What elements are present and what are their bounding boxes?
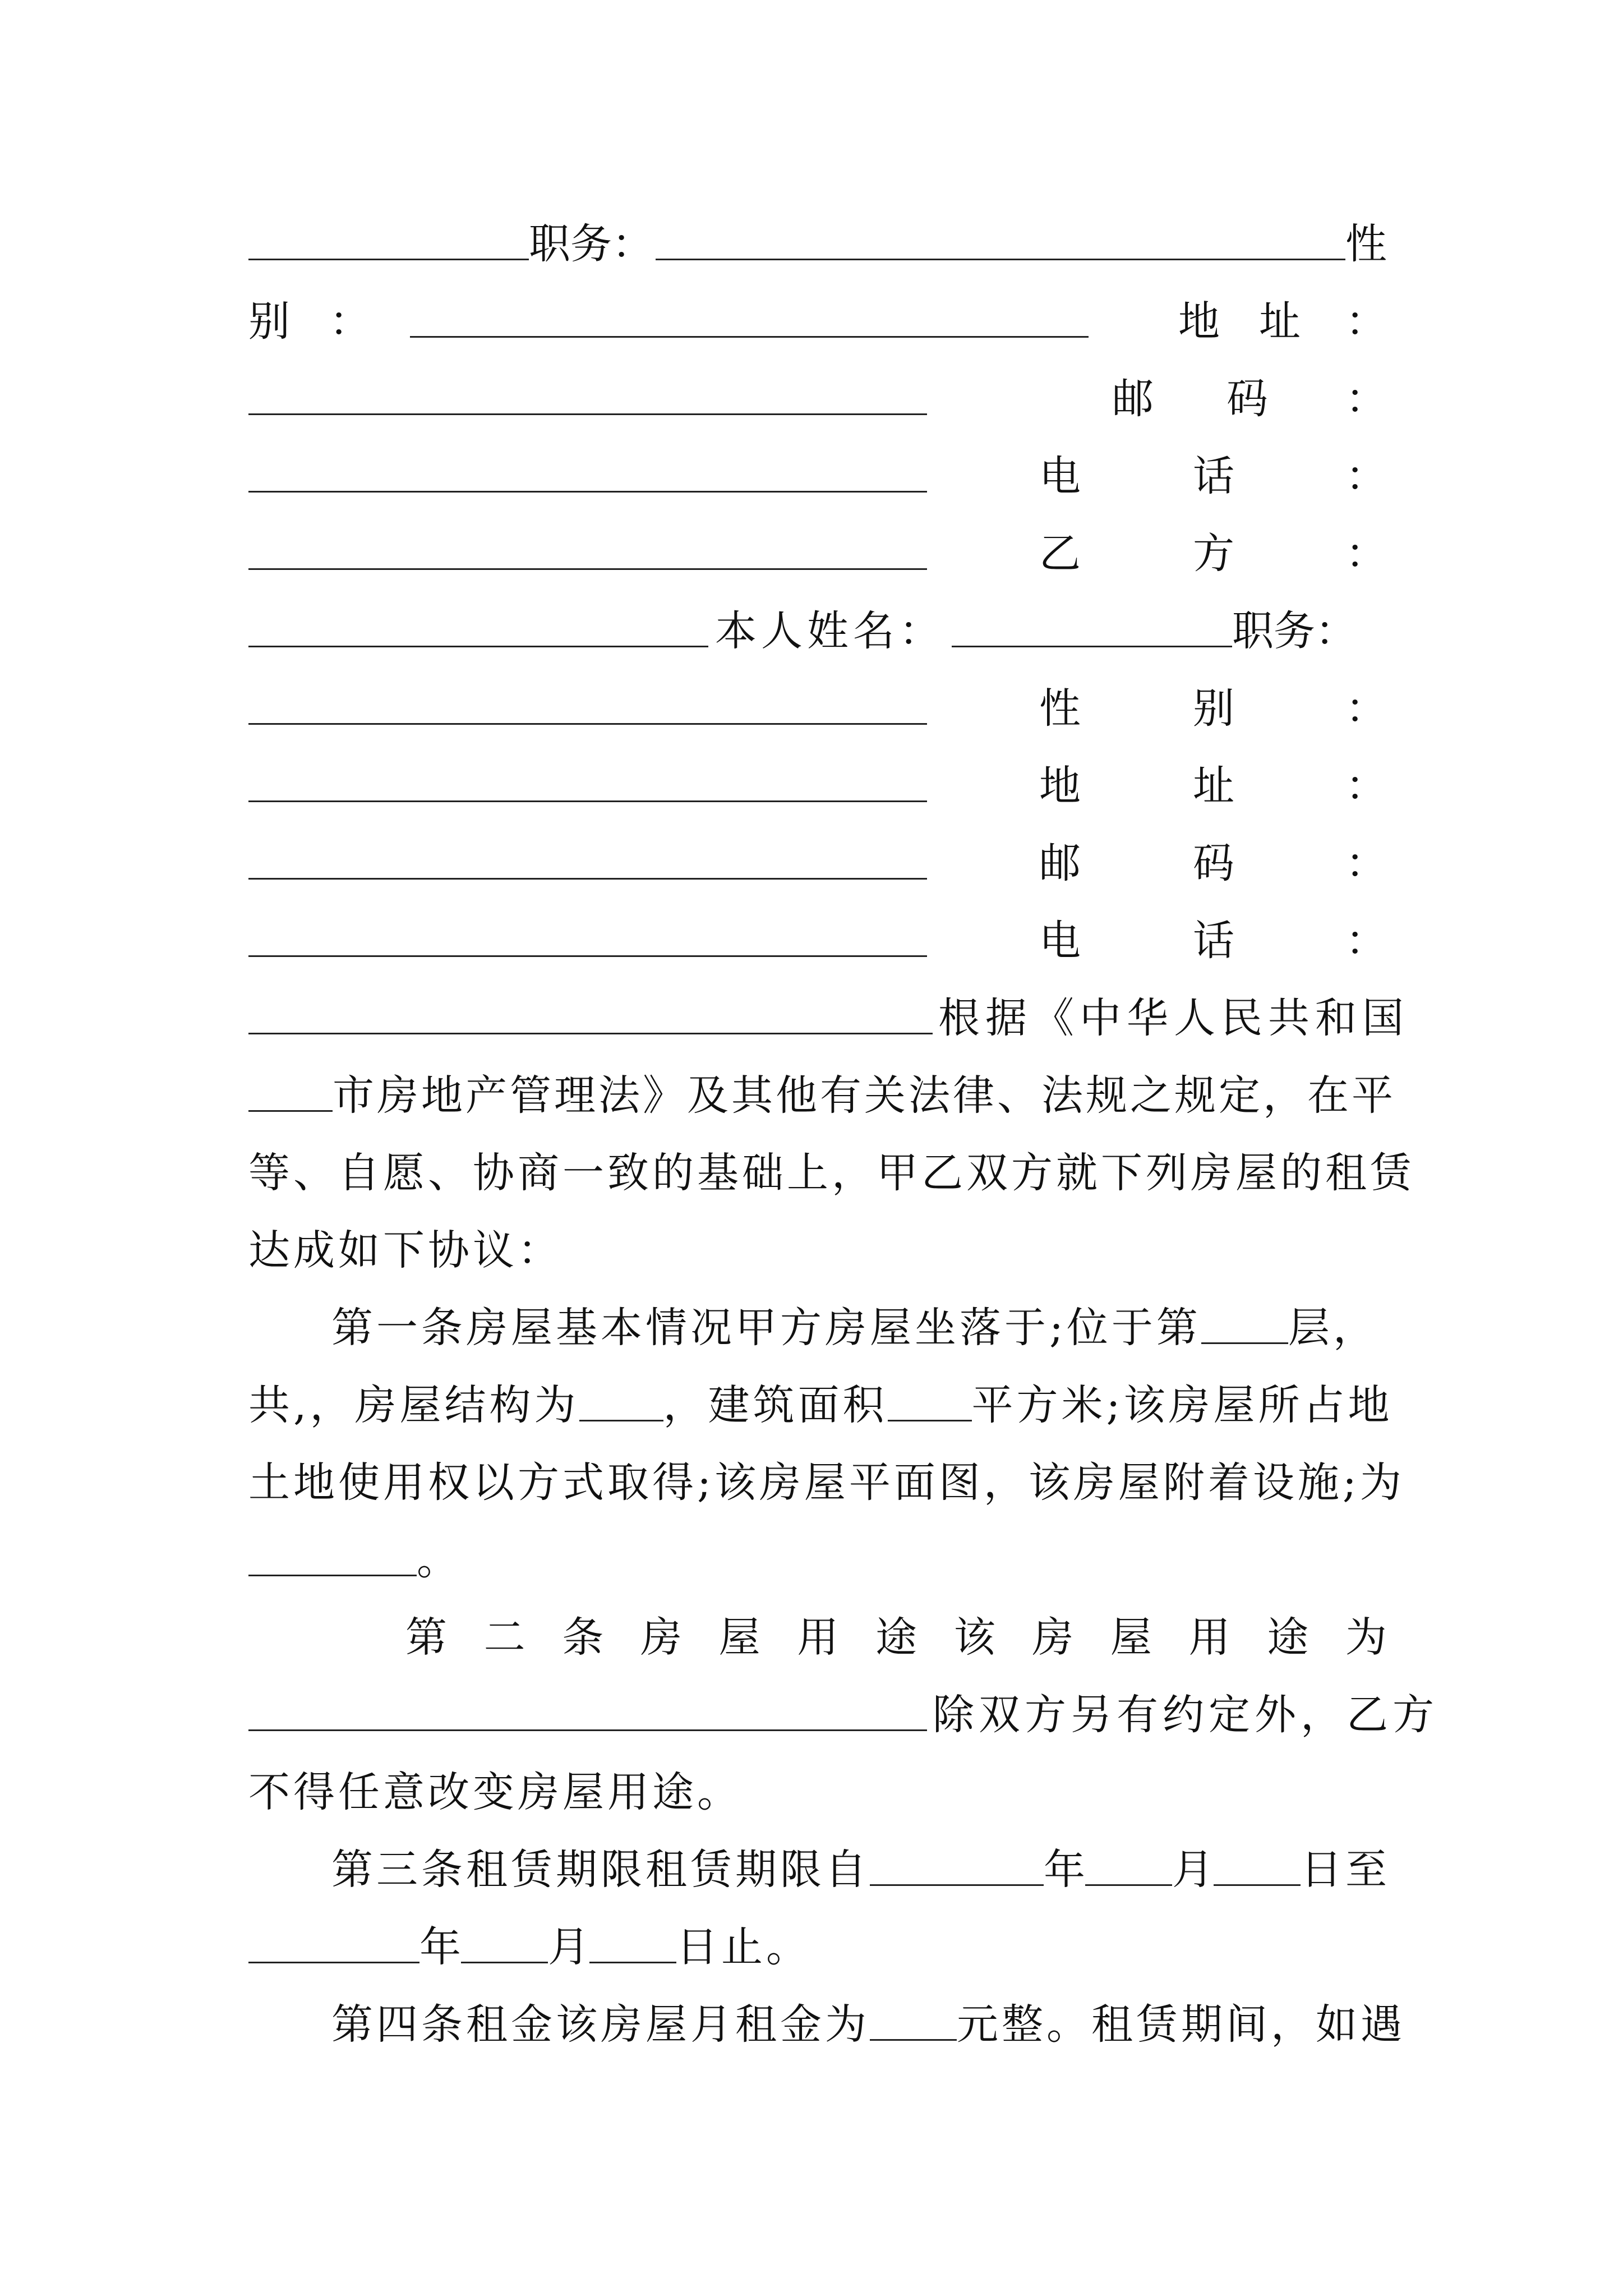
blank-field — [248, 1080, 333, 1112]
label-postcode-2: 码 — [1227, 375, 1268, 423]
blank-field — [248, 461, 927, 493]
label-own-name: 本人姓名： — [715, 607, 945, 655]
line-10 — [248, 902, 1387, 979]
blank-field — [248, 1544, 417, 1576]
label-address-2: 址 — [1259, 297, 1301, 346]
paragraph-text: 市房地产管理法》及其他有关法律、法规之规定，在平 — [333, 1071, 1396, 1120]
line-5 — [248, 515, 1387, 592]
article-1-text: 层， — [1288, 1304, 1378, 1352]
label-position: 职务： — [1232, 607, 1357, 655]
label-gender-end: 别 — [248, 297, 290, 346]
blank-field — [248, 848, 927, 880]
label-address-2: 址 — [1193, 762, 1234, 810]
label-postcode-1: 邮 — [1112, 375, 1154, 423]
article-1-text: 共,，房屋结构为 — [248, 1381, 579, 1429]
heading-char: 房 — [1032, 1613, 1074, 1662]
line-6 — [248, 592, 1387, 670]
line-2 — [248, 283, 1387, 360]
blank-field — [248, 228, 529, 260]
heading-char: 用 — [797, 1613, 839, 1662]
blank-field — [248, 383, 927, 415]
article-3-text: 月 — [548, 1923, 589, 1971]
blank-field — [248, 1699, 927, 1731]
heading-char: 途 — [1267, 1613, 1309, 1662]
line-16 — [248, 1366, 1393, 1444]
label-gender-1: 性 — [1039, 684, 1081, 733]
heading-char: 屋 — [718, 1613, 760, 1662]
document-body — [248, 205, 1438, 2063]
line-15 — [248, 1289, 1387, 1366]
line-9 — [248, 825, 1387, 902]
line-13 — [248, 1134, 1415, 1212]
label-position: 职务： — [529, 220, 653, 268]
blank-field — [589, 1931, 676, 1963]
label-gender-2: 别 — [1193, 684, 1234, 733]
label-colon: ： — [1345, 375, 1387, 423]
article-1-text: 土地使用权以方式取得;该房屋平面图，该房屋附着设施;为 — [248, 1458, 1405, 1507]
label-colon: ： — [1345, 762, 1387, 810]
line-3 — [248, 360, 1387, 438]
line-8 — [248, 747, 1387, 825]
article-3-text: 年 — [1044, 1846, 1085, 1894]
article-1-text: 第一条房屋基本情况甲方房屋坐落于;位于第 — [331, 1304, 1201, 1352]
line-23 — [248, 1908, 1387, 1986]
heading-char: 途 — [875, 1613, 917, 1662]
heading-char: 用 — [1188, 1613, 1230, 1662]
line-18 — [248, 1521, 1387, 1599]
blank-field — [656, 228, 1345, 260]
label-party-b-1: 乙 — [1039, 530, 1081, 578]
label-gender-start: 性 — [1345, 220, 1387, 268]
paragraph-text: 等、自愿、协商一致的基础上，甲乙双方就下列房屋的租赁 — [248, 1149, 1415, 1197]
label-phone-1: 电 — [1039, 452, 1081, 500]
line-19 — [248, 1599, 1387, 1676]
line-14 — [248, 1212, 1387, 1289]
label-colon: ： — [1345, 297, 1387, 346]
line-21 — [248, 1754, 1387, 1831]
blank-field — [461, 1931, 548, 1963]
blank-field — [579, 1389, 663, 1421]
label-phone-2: 话 — [1193, 452, 1234, 500]
paragraph-text: 达成如下协议： — [248, 1226, 562, 1274]
article-2-text: 除双方另有约定外，乙方 — [933, 1691, 1438, 1739]
blank-field — [870, 1854, 1044, 1886]
blank-field — [952, 615, 1232, 647]
blank-field — [1214, 1854, 1301, 1886]
article-3-text: 第三条租赁期限租赁期限自 — [331, 1846, 870, 1894]
line-12 — [248, 1057, 1396, 1134]
blank-field — [248, 925, 927, 957]
blank-field — [248, 1002, 933, 1034]
article-1-text: 。 — [417, 1536, 458, 1584]
heading-char: 为 — [1345, 1613, 1387, 1662]
article-1-text: 平方米;该房屋所占地 — [971, 1381, 1393, 1429]
label-phone-1: 电 — [1039, 917, 1081, 965]
line-11 — [248, 979, 1409, 1057]
heading-char: 条 — [562, 1613, 604, 1662]
heading-char: 房 — [640, 1613, 682, 1662]
heading-char: 该 — [953, 1613, 995, 1662]
blank-field — [1085, 1854, 1172, 1886]
heading-char: 屋 — [1110, 1613, 1152, 1662]
label-postcode-1: 邮 — [1039, 839, 1081, 887]
blank-field — [248, 1931, 419, 1963]
label-colon: ： — [1345, 839, 1387, 887]
label-address-1: 地 — [1039, 762, 1081, 810]
text-according-to: 根据《中华人民共和国 — [938, 994, 1409, 1042]
blank-field — [248, 693, 927, 725]
article-3-text: 日至 — [1301, 1846, 1390, 1894]
line-1 — [248, 205, 1387, 283]
article-1-text: ，建筑面积 — [663, 1381, 888, 1429]
line-22 — [248, 1831, 1390, 1908]
blank-field — [248, 538, 927, 570]
line-24 — [248, 1986, 1405, 2063]
label-party-b-2: 方 — [1193, 530, 1234, 578]
article-4-text: 元整。租赁期间，如遇 — [957, 2000, 1405, 2049]
label-address-1: 地 — [1178, 297, 1220, 346]
blank-field — [1201, 1312, 1288, 1344]
label-postcode-2: 码 — [1193, 839, 1234, 887]
label-colon: ： — [1345, 452, 1387, 500]
label-colon: ： — [329, 297, 371, 346]
blank-field — [248, 615, 708, 647]
article-2-text: 不得任意改变房屋用途。 — [248, 1768, 742, 1816]
blank-field — [870, 2009, 957, 2041]
heading-char: 二 — [483, 1613, 525, 1662]
article-3-text: 日止。 — [676, 1923, 811, 1971]
heading-char: 第 — [405, 1613, 447, 1662]
line-20 — [248, 1676, 1438, 1754]
line-4 — [248, 438, 1387, 515]
blank-field — [888, 1389, 972, 1421]
blank-field — [410, 306, 1089, 338]
label-colon: ： — [1345, 684, 1387, 733]
label-phone-2: 话 — [1193, 917, 1234, 965]
line-17 — [248, 1444, 1405, 1521]
label-colon: ： — [1345, 917, 1387, 965]
article-3-text: 年 — [419, 1923, 461, 1971]
line-7 — [248, 670, 1387, 747]
article-3-text: 月 — [1172, 1846, 1214, 1894]
label-colon: ： — [1345, 530, 1387, 578]
article-4-text: 第四条租金该房屋月租金为 — [331, 2000, 870, 2049]
article-2-heading — [405, 1613, 1387, 1662]
blank-field — [248, 770, 927, 802]
